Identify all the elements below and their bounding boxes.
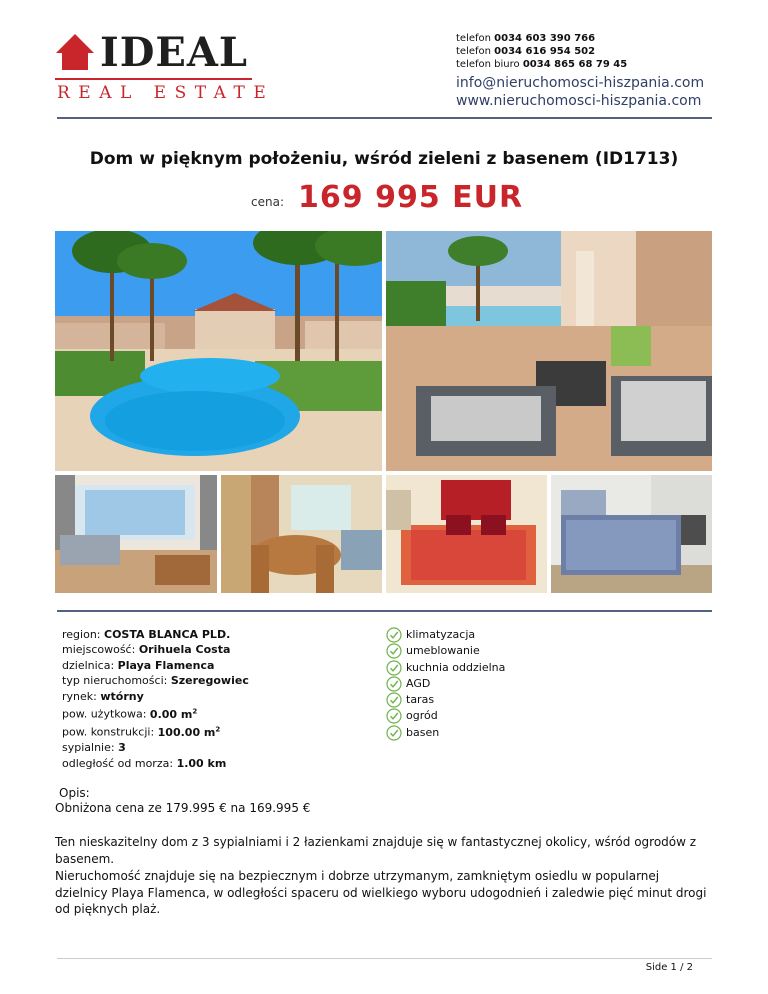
param-town: miejscowość: Orihuela Costa xyxy=(62,643,231,657)
gallery-divider xyxy=(57,610,712,612)
param-usable-area: pow. użytkowa: 0.00 $m^2$ xyxy=(62,707,198,721)
logo-divider xyxy=(55,78,252,80)
param-built-area: pow. konstrukcji: 100.00 $m^2$ xyxy=(62,725,221,739)
phone-2[interactable]: 0034 616 954 502 xyxy=(494,46,596,57)
pool-garden-photo[interactable] xyxy=(55,231,382,471)
check-circle-icon xyxy=(386,676,402,692)
param-sea-distance: odległość od morza: 1.00 km xyxy=(62,756,227,770)
office-phone-line: telefon biuro 0034 865 68 79 45 xyxy=(456,59,628,70)
feature-item: klimatyzacja xyxy=(386,627,505,643)
feature-item: ogród xyxy=(386,708,505,724)
bedroom-red-photo[interactable] xyxy=(386,475,547,593)
dining-room-photo[interactable] xyxy=(221,475,382,593)
phone-line-1: telefon 0034 603 390 766 xyxy=(456,33,596,44)
bedroom-blue-photo[interactable] xyxy=(551,475,712,593)
page-number: Side 1 / 2 xyxy=(645,962,693,973)
param-district: dzielnica: Playa Flamenca xyxy=(62,658,215,672)
price-value: 169 995 EUR xyxy=(298,180,524,215)
description-price-note: Obniżona cena ze 179.995 € na 169.995 € xyxy=(55,801,311,815)
check-circle-icon xyxy=(386,643,402,659)
header-divider xyxy=(57,117,712,119)
phone-1[interactable]: 0034 603 390 766 xyxy=(494,33,596,44)
logo-tagline: REAL ESTATE xyxy=(57,83,275,103)
office-phone[interactable]: 0034 865 68 79 45 xyxy=(522,59,628,70)
check-circle-icon xyxy=(386,692,402,708)
check-circle-icon xyxy=(386,627,402,643)
description-paragraph: Nieruchomość znajduje się na bezpiecznym i dobrze utrzymanym, zamkniętym osiedlu w popularnej dzielnicy Playa Flamenca, w odległości spaceru od wielkiego wyboru udogodnień i zaledwie pięć minut drogi od pięknych plaż. xyxy=(55,869,707,916)
living-room-photo[interactable] xyxy=(55,475,217,593)
contact-block xyxy=(456,32,704,110)
email-link[interactable]: info@nieruchomosci-hiszpania.com xyxy=(456,75,705,91)
feature-item: taras xyxy=(386,692,505,708)
property-params xyxy=(62,627,249,771)
feature-list xyxy=(386,627,505,741)
price-label: cena: xyxy=(251,195,284,209)
check-circle-icon xyxy=(386,660,402,676)
phone-line-2: telefon 0034 616 954 502 xyxy=(456,46,596,57)
terrace-chairs-photo[interactable] xyxy=(386,231,712,471)
param-type: typ nieruchomości: Szeregowiec xyxy=(62,674,249,688)
logo-wordmark: IDEAL xyxy=(100,29,249,76)
feature-item: kuchnia oddzielna xyxy=(386,660,505,676)
description-label: Opis: xyxy=(59,786,90,800)
param-market: rynek: wtórny xyxy=(62,689,144,703)
house-logo-icon xyxy=(55,33,95,71)
check-circle-icon xyxy=(386,708,402,724)
param-bedrooms: sypialnie: 3 xyxy=(62,741,126,755)
listing-title: Dom w pięknym położeniu, wśród zieleni z basenem (ID1713) xyxy=(89,149,679,169)
feature-item: AGD xyxy=(386,676,505,692)
param-region: region: COSTA BLANCA PLD. xyxy=(62,628,231,641)
feature-item: umeblowanie xyxy=(386,643,505,659)
feature-item: basen xyxy=(386,725,505,741)
footer-divider xyxy=(57,958,712,959)
description-paragraph: Ten nieskazitelny dom z 3 sypialniami i 2 łazienkami znajduje się w fantastycznej okolicy, wśród ogrodów z basenem. xyxy=(55,835,697,866)
company-logo[interactable] xyxy=(55,29,275,103)
check-circle-icon xyxy=(386,725,402,741)
website-link[interactable]: www.nieruchomosci-hiszpania.com xyxy=(456,93,702,109)
